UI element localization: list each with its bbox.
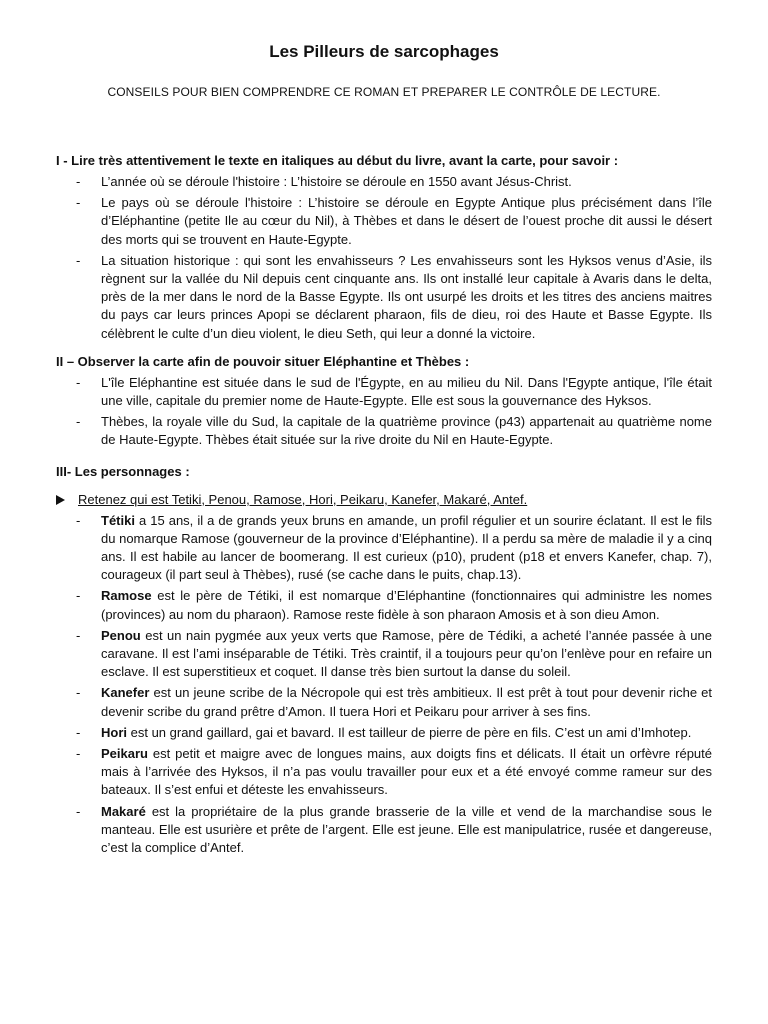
- character-description: est le père de Tétiki, il est nomarque d’Eléphantine (fonctionnaires qui administre les nomes (provinces) au nom du pharaon). Ramose reste fidèle à son pharaon Amosis et à son dieu Amon.: [101, 588, 712, 622]
- document-title: Les Pilleurs de sarcophages: [269, 42, 499, 61]
- character-item: [56, 724, 712, 742]
- section-heading-3: III- Les personnages :: [56, 463, 190, 479]
- character-item: [56, 745, 712, 800]
- character-name: Ramose: [101, 588, 152, 604]
- list-item: [56, 374, 712, 410]
- character-name: Hori: [101, 724, 127, 740]
- dash-bullet: -: [76, 803, 81, 819]
- dash-bullet: -: [76, 174, 81, 189]
- character-description: est la propriétaire de la plus grande brasserie de la ville et vend de la marchandise sous le manteau. Elle est usurière et prête de l’argent. Elle est jeune. Elle est manipulatrice, rusée et dangereuse, c’est la complice d’Antef.: [101, 803, 712, 856]
- characters-instruction: [56, 491, 712, 509]
- list-item: [56, 194, 712, 249]
- dash-bullet: -: [76, 512, 81, 528]
- character-description: a 15 ans, il a de grands yeux bruns en amande, un profil régulier et un sourire éclatant. Il est le fils du nomarque Ramose (gouverneur de la province d’Eléphantine). Il a perdu sa mère de maladie il y a cinq ans. Il est habile au lancer de boomerang. Il est curieux (p10), prudent (p18 et envers Kanefer, chap. 7), courageux (il part seul à Thèbes), rusé (se cache dans le puits, chap.13).: [101, 512, 712, 583]
- list-item-text: L’année où se déroule l'histoire : L’histoire se déroule en 1550 avant Jésus-Christ.: [101, 174, 572, 189]
- character-item: [56, 627, 712, 682]
- list-item-text: L'île Eléphantine est située dans le sud de l'Égypte, en au milieu du Nil. Dans l'Egypte antique, l'île était une ville, capitale du premier nome de Haute-Egypte. Elle est sous la gouvernance des Hyksos.: [101, 374, 712, 409]
- character-description: est un grand gaillard, gai et bavard. Il est tailleur de pierre de père en fils. C’est un ami d’Imhotep.: [127, 724, 692, 740]
- dash-bullet: -: [76, 746, 81, 762]
- character-name: Tétiki: [101, 512, 135, 528]
- character-item: [56, 684, 712, 720]
- dash-bullet: -: [76, 724, 81, 740]
- list-item-text: Le pays où se déroule l'histoire : L’histoire se déroule en Egypte Antique plus précisément dans l’île d’Eléphantine (petite Ile au cœur du Nil), à Thèbes et dans le désert de l’ouest proche dit aussi le désert des morts qui se trouvent en Haute-Egypte.: [101, 195, 712, 247]
- character-item: [56, 587, 712, 623]
- list-item: [56, 413, 712, 449]
- dash-bullet: -: [76, 685, 81, 701]
- section-2-list: [56, 374, 712, 450]
- document-subtitle: CONSEILS POUR BIEN COMPRENDRE CE ROMAN ET PREPARER LE CONTRÔLE DE LECTURE.: [107, 85, 661, 99]
- character-name: Penou: [101, 627, 141, 643]
- character-name: Makaré: [101, 803, 146, 819]
- characters-list: [56, 512, 712, 858]
- list-item-text: Thèbes, la royale ville du Sud, la capitale de la quatrième province (p43) appartenait au quatrième nome de Haute-Egypte. Thèbes était située sur la rive droite du Nil en Haute-Egypte.: [101, 414, 712, 448]
- dash-bullet: -: [76, 588, 81, 604]
- character-name: Peikaru: [101, 746, 148, 762]
- dash-bullet: -: [76, 195, 81, 211]
- character-description: est un nain pygmée aux yeux verts que Ramose, père de Tédiki, a acheté l’année passée à une caravane. Il est l’ami inséparable de Tétiki. Très craintif, il a toujours peur qu’on l’enlève pour en refaire un esclave. Il est superstitieux et coquet. Il danse très bien surtout la danse du soleil.: [101, 627, 712, 680]
- character-item: [56, 803, 712, 858]
- character-name: Kanefer: [101, 685, 150, 701]
- dash-bullet: -: [76, 374, 81, 390]
- section-heading-2: II – Observer la carte afin de pouvoir situer Eléphantine et Thèbes :: [56, 353, 470, 369]
- list-item: [56, 252, 712, 343]
- section-1-list: [56, 173, 712, 343]
- section-heading-1: I - Lire très attentivement le texte en italiques au début du livre, avant la carte, pour savoir :: [56, 153, 619, 168]
- list-item-text: La situation historique : qui sont les envahisseurs ? Les envahisseurs sont les Hyksos venus d’Asie, ils règnent sur la vallée du Nil depuis cent cinquante ans. Ils ont installé leur capitale à Avaris dans le delta, près de la mer dans le nord de la Basse Egypte. Ils ont usurpé les droits et les titres des anciens maitres du pays car leurs princes Apopi se déclarent pharaon, fils de dieu, roi des Haute et Basse Egypte. Ils célèbrent le culte d’un dieu violent, le dieu Seth, qui leur a donné la victoire.: [101, 252, 712, 341]
- characters-instruction-text: Retenez qui est Tetiki, Penou, Ramose, Hori, Peikaru, Kanefer, Makaré, Antef.: [78, 491, 528, 507]
- character-description: est un jeune scribe de la Nécropole qui est très ambitieux. Il est prêt à tout pour devenir riche et devenir scribe du grand prêtre d’Amon. Il tuera Hori et Peikaru pour arriver à ses fins.: [101, 685, 712, 719]
- character-description: est petit et maigre avec de longues mains, aux doigts fins et délicats. Il était un orfèvre réputé mais à l’arrivée des Hyksos, il n’a pas voulu travailler pour eux et a été envoyé comme rameur sur des bateaux. Il s’est enfui et déteste les envahisseurs.: [101, 746, 712, 798]
- dash-bullet: -: [76, 252, 81, 268]
- character-item: [56, 512, 712, 585]
- dash-bullet: -: [76, 414, 81, 430]
- list-item: [56, 173, 712, 191]
- dash-bullet: -: [76, 627, 81, 643]
- arrow-bullet-icon: [56, 495, 65, 505]
